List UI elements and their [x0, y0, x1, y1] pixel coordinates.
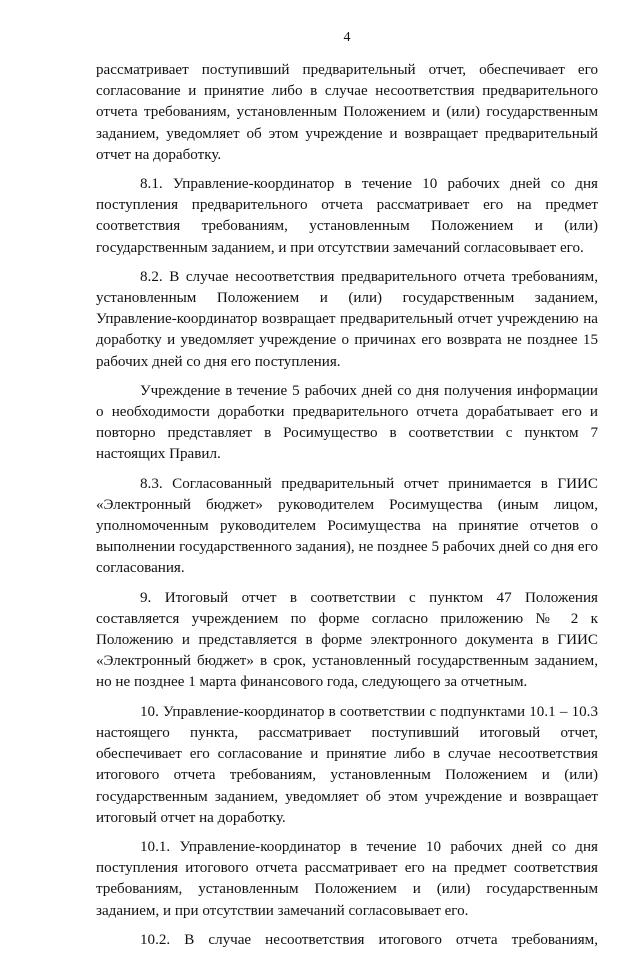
- paragraph-resubmission: Учреждение в течение 5 рабочих дней со дня получения информации о необходимости доработки предварительного отчета дорабатывает его и повторно представляет в Росимущество в соответствии с пунктом 7 настоящих Правил.: [96, 382, 598, 463]
- paragraph-10: 10. Управление-координатор в соответствии с подпунктами 10.1 – 10.3 настоящего пункта, рассматривает поступивший итоговый отчет, обеспечивает его согласование и принятие либо в случае несоответствия итогового отчета требованиям, установленным Положением и (или) государственным заданием, уведомляет об этом учреждение и возвращает итоговый отчет на доработку.: [96, 703, 598, 826]
- document-page: [96, 30, 598, 959]
- paragraph-continuation: рассматривает поступивший предварительный отчет, обеспечивает его согласование и принятие либо в случае несоответствия предварительного отчета требованиям, установленным Положением и (или) государственным заданием, уведомляет об этом учреждение и возвращает предварительный отчет на доработку.: [96, 62, 598, 163]
- paragraph-8-1: 8.1. Управление-координатор в течение 10 рабочих дней со дня поступления предварительного отчета рассматривает его на предмет соответствия требованиям, установленным Положением и (или) государственным заданием, и при отсутствии замечаний согласовывает его.: [96, 176, 598, 256]
- paragraph-10-1: 10.1. Управление-координатор в течение 10 рабочих дней со дня поступления итогового отчета рассматривает его на предмет соответствия требованиям, установленным Положением и (или) государственным заданием, и при отсутствии замечаний согласовывает его.: [96, 838, 598, 919]
- paragraph-9: 9. Итоговый отчет в соответствии с пунктом 47 Положения составляется учреждением по форме согласно приложению № 2 к Положению и представляется в форме электронного документа в ГИИС «Электронный бюджет» в срок, установленный государственным заданием, но не позднее 1 марта финансового года, следующего за отчетным.: [96, 589, 598, 691]
- paragraph-10-2: 10.2. В случае несоответствия итогового отчета требованиям,: [140, 931, 598, 948]
- page-number: 4: [343, 30, 351, 45]
- paragraph-8-3: 8.3. Согласованный предварительный отчет принимается в ГИИС «Электронный бюджет» руководителем Росимущества (иным лицом, уполномоченным руководителем Росимущества на принятие отчетов о выполнении государственного задания), не позднее 5 рабочих дней со дня его согласования.: [96, 475, 598, 577]
- paragraph-8-2: 8.2. В случае несоответствия предварительного отчета требованиям, установленным Положением и (или) государственным заданием, Управление-координатор возвращает предварительный отчет учреждению на доработку и уведомляет учреждение о причинах его возврата не позднее 15 рабочих дней со дня его поступления.: [96, 268, 598, 370]
